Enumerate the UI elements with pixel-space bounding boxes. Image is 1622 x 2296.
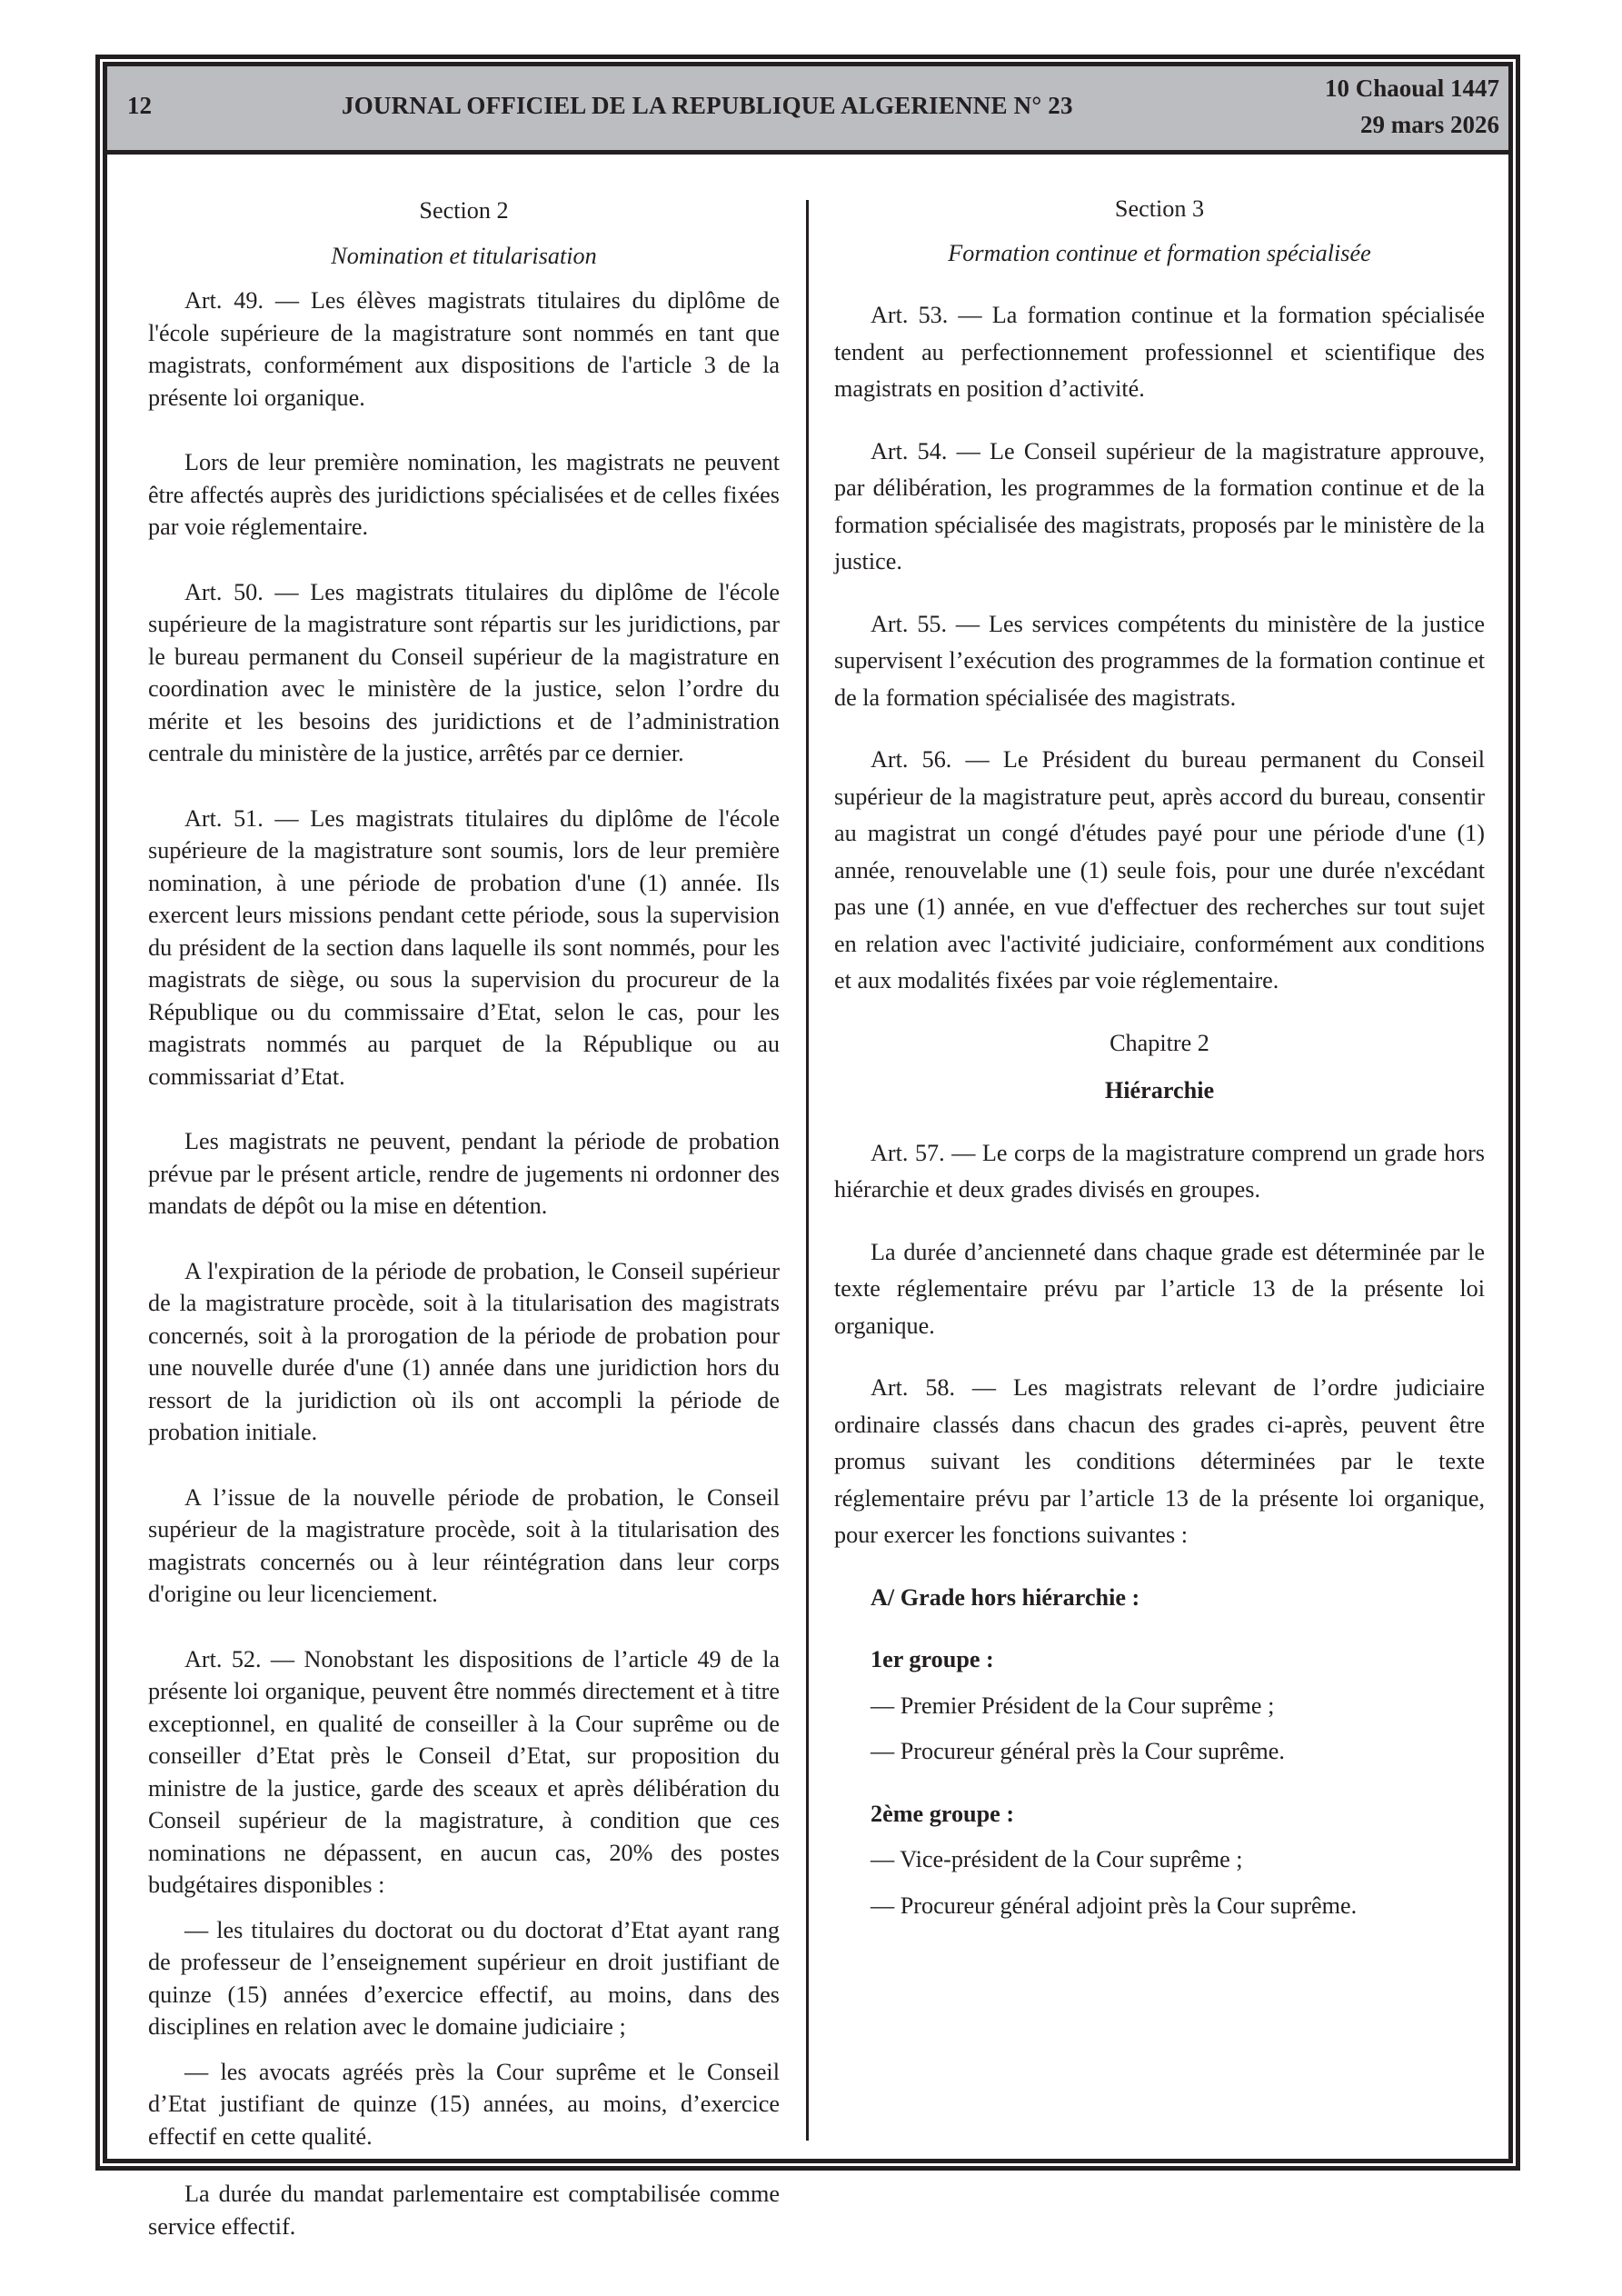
- paragraph: A l'expiration de la période de probation, le Conseil supérieur de la magistrature procède, soit à la titularisation des magistrats concernés, soit à la prorogation de la période de probation pour une nouvelle durée d'une (1) année dans une juridiction hors du ressort de la juridiction où ils ont accompli la période de probation initiale.: [148, 1257, 780, 1445]
- page-number: 12: [127, 92, 152, 119]
- paragraph: Lors de leur première nomination, les magistrats ne peuvent être affectés auprès des juridictions spécialisées et de celles fixées par voie réglementaire.: [148, 449, 780, 540]
- chapter-title: Hiérarchie: [1104, 1077, 1215, 1103]
- group-1-title: 1er groupe :: [871, 1646, 994, 1672]
- list-item: — Procureur général près la Cour suprême.: [871, 1738, 1285, 1764]
- paragraph: La durée d’ancienneté dans chaque grade est déterminée par le texte réglementaire prévu par l’article 13 de la présente loi organique.: [834, 1238, 1485, 1339]
- left-column: [148, 191, 780, 2242]
- article-54: Art. 54. — Le Conseil supérieur de la magistrature approuve, par délibération, les programmes de la formation continue et de la formation spécialisée des magistrats, proposés par le ministère de la justice.: [834, 437, 1485, 574]
- grade-title: A/ Grade hors hiérarchie :: [871, 1583, 1140, 1611]
- list-item: — Premier Président de la Cour suprême ;: [871, 1692, 1275, 1719]
- paragraph: A l’issue de la nouvelle période de probation, le Conseil supérieur de la magistrature procède, soit à la titularisation des magistrats concernés ou à leur réintégration dans leur corps d'origine ou leur licenciement.: [148, 1483, 780, 1607]
- article-56: Art. 56. — Le Président du bureau permanent du Conseil supérieur de la magistrature peut, après accord du bureau, consentir au magistrat un congé d'études payé pour une période d'une (1) année, renouvelable une (1) seule fois, pour une durée n'excédant pas une (1) année, en vue d'effectuer des recherches sur tout sujet en relation avec l'activité judiciaire, conformément aux conditions et aux modalités fixées par voie réglementaire.: [834, 746, 1485, 993]
- section-title: Formation continue et formation spécialisée: [948, 239, 1371, 266]
- column-divider: [806, 200, 809, 2141]
- paragraph: La durée du mandat parlementaire est comptabilisée comme service effectif.: [148, 2181, 780, 2240]
- article-49: Art. 49. — Les élèves magistrats titulaires du diplôme de l'école supérieure de la magistrature sont nommés en tant que magistrats, conformément aux dispositions de l'article 3 de la présente loi organique.: [148, 287, 780, 411]
- section-label: Section 2: [419, 197, 509, 224]
- section-label: Section 3: [1114, 195, 1205, 222]
- paragraph: Les magistrats ne peuvent, pendant la période de probation prévue par le présent article, rendre de jugements ni ordonner des mandats de dépôt ou la mise en détention.: [148, 1128, 780, 1219]
- hijri-date: 10 Chaoual 1447: [1324, 75, 1499, 102]
- issue-date: [1325, 70, 1499, 143]
- article-57: Art. 57. — Le corps de la magistrature comprend un grade hors hiérarchie et deux grades divisés en groupes.: [834, 1139, 1485, 1203]
- group-2-title: 2ème groupe :: [871, 1800, 1015, 1827]
- article-58: Art. 58. — Les magistrats relevant de l’ordre judiciaire ordinaire classés dans chacun des grades ci-après, peuvent être promus suivant les conditions déterminées par le texte réglementaire prévu par l’article 13 de la présente loi organique, pour exercer les fonctions suivantes :: [834, 1374, 1485, 1548]
- list-item: — Vice-président de la Cour suprême ;: [871, 1846, 1243, 1872]
- list-item: — les avocats agréés près la Cour suprême et le Conseil d’Etat justifiant de quinze (15) années, au moins, d’exercice effectif en cette qualité.: [148, 2058, 780, 2150]
- article-50: Art. 50. — Les magistrats titulaires du diplôme de l'école supérieure de la magistrature sont répartis sur les juridictions, par le bureau permanent du Conseil supérieur de la magistrature en coordination avec le ministère de la justice, selon l’ordre du mérite et les besoins des juridictions et de l’administration centrale du ministère de la justice, arrêtés par ce dernier.: [148, 578, 780, 766]
- chapter-label: Chapitre 2: [1110, 1029, 1209, 1056]
- right-column: [834, 191, 1485, 1924]
- journal-title: JOURNAL OFFICIEL DE LA REPUBLIQUE ALGERIENNE N° 23: [342, 92, 1073, 119]
- section-title: Nomination et titularisation: [331, 242, 597, 269]
- page-header: [107, 66, 1508, 155]
- article-52: Art. 52. — Nonobstant les dispositions de l’article 49 de la présente loi organique, peuvent être nommés directement et à titre exceptionnel, en qualité de conseiller à la Cour suprême ou de conseiller d’Etat près le Conseil d’Etat, sur proposition du ministre de la justice, garde des sceaux et après délibération du Conseil supérieur de la magistrature, à condition que ces nominations ne dépassent, en aucun cas, 20% des postes budgétaires disponibles :: [148, 1645, 780, 1898]
- gregorian-date: 29 mars 2026: [1360, 111, 1499, 138]
- article-55: Art. 55. — Les services compétents du ministère de la justice supervisent l’exécution des programmes de la formation continue et de la formation spécialisée des magistrats.: [834, 610, 1485, 711]
- article-51: Art. 51. — Les magistrats titulaires du diplôme de l'école supérieure de la magistrature sont soumis, lors de leur première nomination, à une période de probation d'une (1) année. Ils exercent leurs missions pendant cette période, sous la supervision du président de la section dans laquelle ils sont nommés, pour les magistrats de siège, ou sous la supervision du procureur de la République ou du commissaire d’Etat, selon le cas, pour les magistrats nommés au parquet de la République ou au commissariat d’Etat.: [148, 804, 780, 1090]
- article-53: Art. 53. — La formation continue et la formation spécialisée tendent au perfectionnement professionnel et scientifique des magistrats en position d’activité.: [834, 302, 1485, 402]
- list-item: — Procureur général adjoint près la Cour suprême.: [871, 1892, 1358, 1919]
- list-item: — les titulaires du doctorat ou du doctorat d’Etat ayant rang de professeur de l’enseignement supérieur en droit justifiant de quinze (15) années d’exercice effectif, au moins, dans des disciplines en relation avec le domaine judiciaire ;: [148, 1916, 780, 2040]
